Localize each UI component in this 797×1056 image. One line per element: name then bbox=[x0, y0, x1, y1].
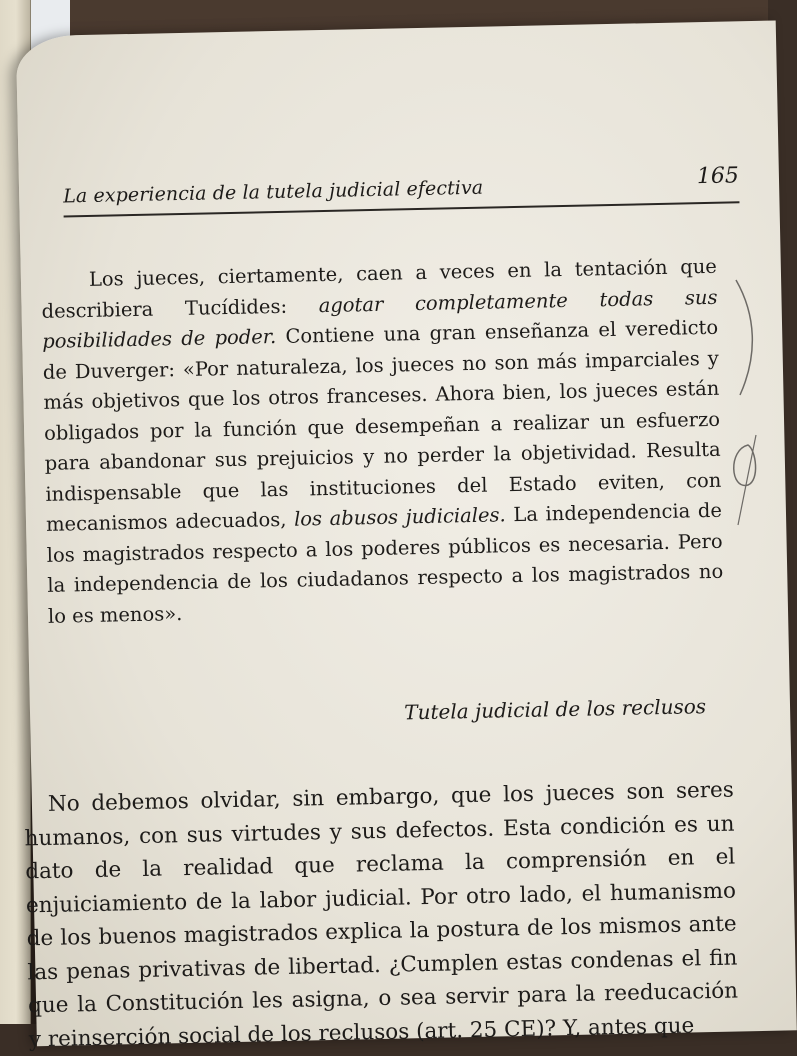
paragraph-1-text-a: Los jueces, ciertamente, caen a veces en la tentación que describiera Tucídides: bbox=[41, 254, 718, 323]
paragraph-1-italic-b: los abusos judiciales. bbox=[293, 503, 506, 531]
page-number: 165 bbox=[696, 163, 740, 190]
book-page bbox=[16, 20, 797, 1052]
pencil-annotation bbox=[726, 275, 766, 535]
paragraph-1-text-c: La independencia de los magistrados respecto a los poderes públicos es necesaria. Pero la independencia de los ciudadanos respecto a los magistrados no lo es menos». bbox=[46, 498, 724, 628]
running-head bbox=[63, 159, 740, 213]
section-heading: Tutela judicial de los reclusos bbox=[403, 694, 707, 725]
paragraph-1-text-b: Contiene una gran enseñanza el veredicto de Duverger: «Por naturaleza, los jueces no son más imparciales y más objetivos que los otros franceses. Ahora bien, los jueces están obligados por la función que desempeñan a realizar un esfuerzo para abandonar sus prejuicios y no perder la objetividad. Resulta indispensable que las instituciones del Estado eviten, con mecanismos adecuados, bbox=[42, 315, 722, 536]
paragraph-2: No debemos olvidar, sin embargo, que los jueces son seres humanos, con sus virtudes y sus defectos. Esta condición es un dato de la realidad que reclama la comprensión en el enjuiciamiento de la labor judicial. Por otro lado, el humanismo de los buenos magistrados explica la postura de los mismos ante las penas privativas de libertad. ¿Cumplen estas condenas el fin que la Constitución les asigna, o sea servir para la reeducación y reinserción social de los reclusos (art. 25 CE)? Y, antes que bbox=[24, 777, 739, 1052]
paragraph-1-italic-a: agotar completamente todas sus posibilidades de poder. bbox=[41, 285, 718, 353]
running-head-title: La experiencia de la tutela judicial efectiva bbox=[62, 176, 484, 208]
paragraph-1 bbox=[41, 252, 725, 632]
